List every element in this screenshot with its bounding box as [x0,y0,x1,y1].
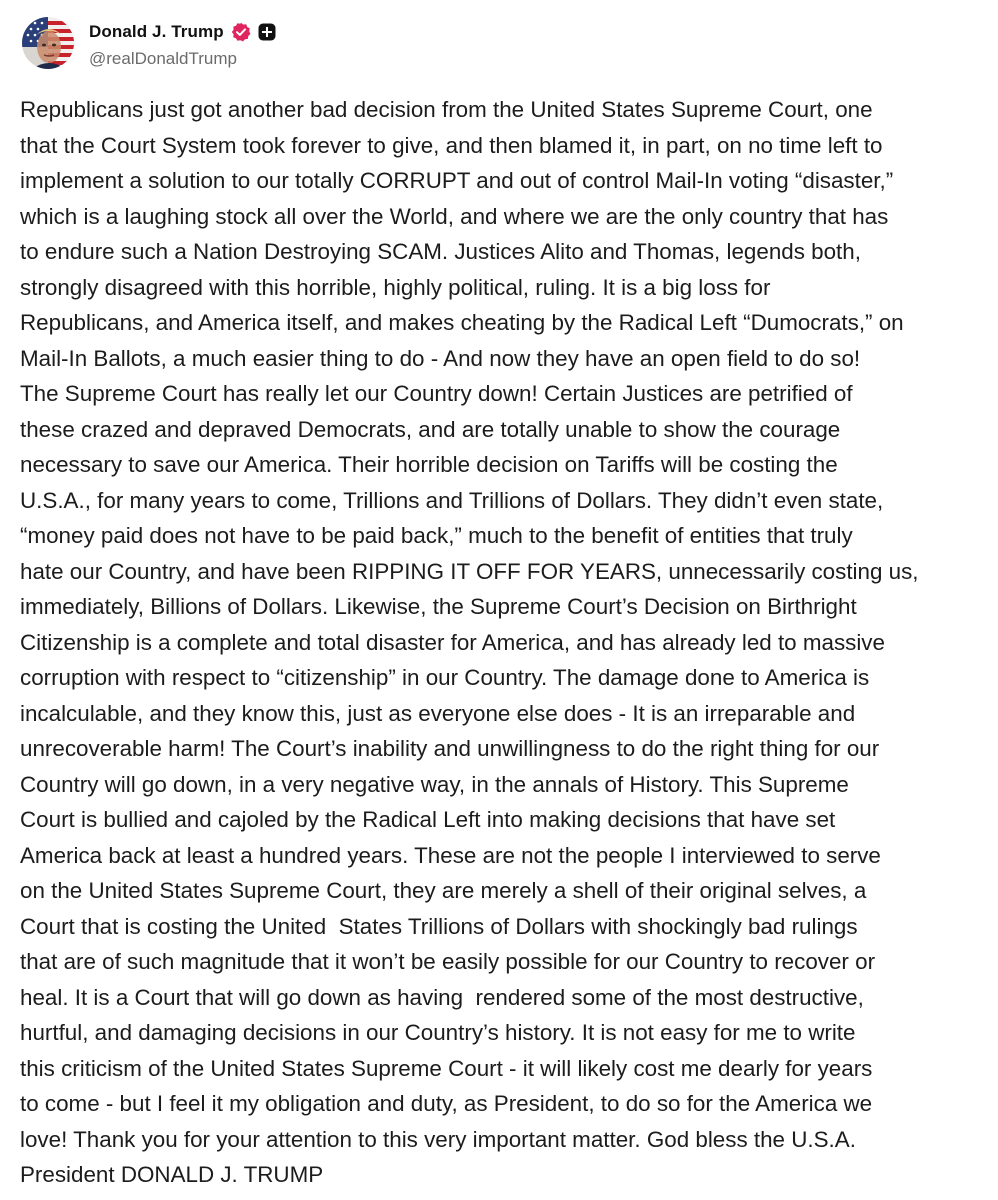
post-text-line: to endure such a Nation Destroying SCAM. Justices Alito and Thomas, legends both, [20,239,861,264]
post-text-line: that the Court System took forever to give, and then blamed it, in part, on no time left to [20,132,883,158]
post-text-line: Court that is costing the United States Trillions of Dollars with shockingly bad rulings [20,913,858,939]
post-text-line: “money paid does not have to be paid back,” much to the benefit of entities that truly [20,523,853,548]
post-text-line: these crazed and depraved Democrats, and are totally unable to show the courage [20,416,841,442]
author-display-name[interactable]: Donald J. Trump [89,22,224,41]
post-text-line: immediately, Billions of Dollars. Likewise, the Supreme Court’s Decision on Birthright [20,594,857,619]
post-text [20,92,982,1193]
post-text-line: which is a laughing stock all over the World, and where we are the only country that has [20,203,889,229]
post-text-line: Country will go down, in a very negative way, in the annals of History. This Supreme [20,771,849,797]
post-text-line: hurtful, and damaging decisions in our Country’s history. It is not easy for me to write [20,1020,856,1045]
post-text-line: President DONALD J. TRUMP [20,1162,324,1187]
post-text-line: U.S.A., for many years to come, Trillions and Trillions of Dollars. They didn’t even state, [20,487,884,513]
author-name-row [89,20,276,44]
post-text-line: Republicans, and America itself, and makes cheating by the Radical Left “Dumocrats,” on [20,310,904,335]
post-text-line: The Supreme Court has really let our Country down! Certain Justices are petrified of [20,381,853,406]
post-text-line: this criticism of the United States Supreme Court - it will likely cost me dearly for years [20,1055,873,1081]
plus-badge-icon [258,23,276,41]
post-text-line: America back at least a hundred years. These are not the people I interviewed to serve [20,842,881,868]
post-text-line: Citizenship is a complete and total disaster for America, and has already led to massive [20,629,885,655]
avatar-image [22,17,74,69]
verified-badge-icon [231,22,251,42]
author-handle[interactable]: @realDonaldTrump [89,49,237,68]
post-text-line: corruption with respect to “citizenship” in our Country. The damage done to America is [20,665,870,690]
author-avatar[interactable] [22,17,74,69]
post-text-line: Republicans just got another bad decision from the United States Supreme Court, one [20,97,873,122]
post-text-line: hate our Country, and have been RIPPING IT OFF FOR YEARS, unnecessarily costing us, [20,558,919,584]
post-text-line: to come - but I feel it my obligation and duty, as President, to do so for the America we [20,1091,873,1116]
post-text-line: implement a solution to our totally CORRUPT and out of control Mail-In voting “disaster,” [20,168,894,193]
post-text-line: love! Thank you for your attention to this very important matter. God bless the U.S.A. [20,1126,856,1152]
post-text-line: strongly disagreed with this horrible, highly political, ruling. It is a big loss for [20,274,771,300]
post-text-line: unrecoverable harm! The Court’s inability and unwillingness to do the right thing for our [20,736,880,761]
post-text-line: necessary to save our America. Their horrible decision on Tariffs will be costing the [20,452,838,477]
post-text-line: on the United States Supreme Court, they are merely a shell of their original selves, a [20,878,867,903]
post-text-line: incalculable, and they know this, just as everyone else does - It is an irreparable and [20,700,856,726]
post-text-line: Mail-In Ballots, a much easier thing to do - And now they have an open field to do so! [20,345,861,371]
post-text-line: that are of such magnitude that it won’t be easily possible for our Country to recover or [20,949,876,974]
post-text-line: heal. It is a Court that will go down as having rendered some of the most destructive, [20,984,864,1010]
post-text-line: Court is bullied and cajoled by the Radical Left into making decisions that have set [20,807,836,832]
